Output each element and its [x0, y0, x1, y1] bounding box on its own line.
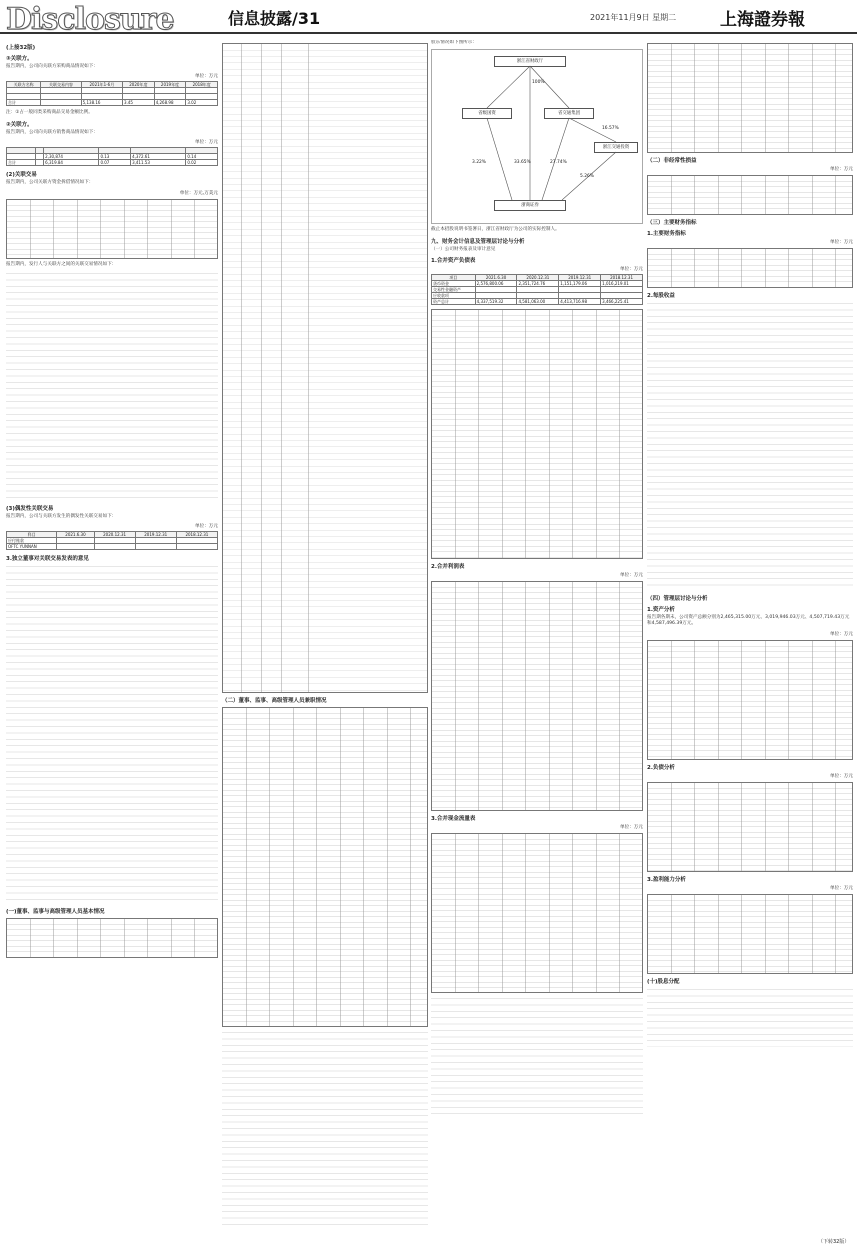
table-header: 2018年度: [186, 82, 218, 88]
paragraph: 报告期内，发行人与关联方之间的关联交易情况如下：: [6, 261, 117, 267]
table-header: 关联交易内容: [41, 82, 81, 88]
paragraph: 报告期内，公司向关联方销售商品情况如下：: [6, 129, 98, 135]
table-cell: 货币资金: [432, 281, 476, 287]
table-cell: 6,319.84: [44, 160, 99, 166]
cash-flow-continued-table: [647, 43, 853, 153]
units-label: 单位：万元: [620, 825, 643, 831]
table-header: 2021.6.30: [57, 532, 94, 538]
directors-bio-table: [222, 43, 428, 693]
org-node: 浙商证券: [494, 200, 566, 211]
column-1: [6, 40, 218, 1240]
note: 注：①占一般同类采购商品交易金额比例。: [6, 110, 93, 116]
ownership-lines: [432, 50, 642, 225]
table-row: [7, 544, 218, 550]
heading: (3)偶发性关联交易: [6, 506, 54, 513]
balance-table: [6, 531, 218, 550]
paragraph: 截止本招股说明书签署日，浙江省财政厅为公司的实际控制人。: [431, 227, 560, 233]
table-cell: 2,351,724.76: [517, 281, 559, 287]
units-label: 单位：万元: [620, 573, 643, 579]
table-header: 2020.12.31: [94, 532, 135, 538]
units-label: 单位：万元: [195, 524, 218, 530]
brand-logo: Disclosure: [6, 2, 174, 37]
pct-label: 33.65%: [514, 160, 531, 166]
table-cell: 应付账款: [7, 538, 57, 544]
profit-table: [647, 894, 853, 974]
table-cell: 3.45: [123, 100, 155, 106]
org-node: 省交通集团: [544, 108, 594, 119]
paragraph: 报告期各期末，公司资产总额分别为2,465,315.00万元、3,019,946.03万元、4,507,719.43万元和4,587,496.39万元。: [647, 615, 850, 627]
heading: (一)董事、监事与高级管理人员基本情况: [6, 909, 105, 916]
table-cell: 5,138.16: [81, 100, 122, 106]
table-cell: 应收款项: [432, 293, 476, 299]
table-header: 2021年1-6月: [81, 82, 122, 88]
units-label: 单位：万元: [195, 140, 218, 146]
section-title: 信息披露/31: [228, 9, 321, 28]
heading: ②关联方。: [6, 121, 33, 128]
table-cell: 3,411.53: [131, 160, 186, 166]
paragraph: （一）公司财务报表及审计意见: [431, 246, 496, 252]
table-cell: 1,016,219.01: [601, 281, 643, 287]
cash-flow-table: [431, 833, 643, 993]
heading: （二）董事、监事、高级管理人员兼职情况: [222, 698, 327, 704]
continued-on-label: （下转32版）: [818, 1239, 850, 1245]
table-cell: 交易性金融资产: [432, 287, 476, 293]
heading: 2.合并利润表: [431, 564, 465, 571]
balance-sheet-detail: [431, 309, 643, 559]
heading: （二）非经常性损益: [647, 158, 697, 164]
pct-label: 5.26%: [580, 174, 594, 180]
heading: 3.盈利能力分析: [647, 876, 686, 883]
org-node: 省级国资: [462, 108, 512, 119]
heading: (2)关联交易: [6, 172, 37, 179]
financial-indicators-table: [647, 248, 853, 288]
table-cell: 合计: [7, 100, 41, 106]
sales-table: [6, 147, 218, 166]
concurrent-posts-table: [222, 707, 428, 1027]
heading: （四）管理层讨论与分析: [647, 596, 708, 602]
units-label: 单位：万元: [620, 267, 643, 273]
table-header: 科目: [7, 532, 57, 538]
newspaper-name: 上海證券報: [720, 10, 805, 30]
table-cell: 2,30,874: [44, 154, 99, 160]
table-header: 2019.12.31: [559, 275, 601, 281]
table-header: 2020.12.31: [517, 275, 559, 281]
directors-table: [6, 918, 218, 958]
table-header: 项目: [432, 275, 476, 281]
units-label: 单位：万元,万美元: [179, 190, 218, 196]
paragraph: 报告期内，公司关联方资金拆借情况如下：: [6, 180, 94, 186]
ownership-diagram: [431, 49, 643, 224]
table-cell: 4,337,519.32: [475, 299, 517, 305]
table-header: 2020年度: [123, 82, 155, 88]
heading: 1.合并资产负债表: [431, 258, 476, 265]
pct-label: 27.74%: [550, 160, 567, 166]
table-cell: OFTC YUNNAN: [7, 544, 57, 550]
units-label: 单位：万元: [830, 885, 853, 891]
paragraph: 股东情况如下图所示：: [431, 40, 477, 45]
body-text-block: [647, 987, 853, 1047]
heading: 1.主要财务指标: [647, 231, 686, 237]
table-cell: 0.02: [186, 160, 218, 166]
issue-date: 2021年11月9日 星期二: [590, 13, 677, 22]
liability-table: [647, 782, 853, 872]
heading: 九、财务会计信息及管理层讨论与分析: [431, 238, 525, 245]
pct-label: 100%: [532, 80, 545, 86]
heading: 1.资产分析: [647, 607, 675, 613]
heading: (十)股息分配: [647, 978, 680, 985]
pct-label: 3.22%: [472, 160, 486, 166]
table-header: 2018.12.31: [601, 275, 643, 281]
table-cell: 4,581,063.00: [517, 299, 559, 305]
heading: 2.每股收益: [647, 293, 675, 299]
heading: 2.负债分析: [647, 764, 675, 771]
table-cell: 0.13: [99, 154, 131, 160]
table-cell: 资产总计: [432, 299, 476, 305]
column-2: [222, 40, 428, 1240]
body-text-block: [222, 1030, 428, 1230]
purchase-table: [6, 81, 218, 106]
pct-label: 16.57%: [602, 126, 619, 132]
continued-label: (上接32版): [6, 45, 36, 51]
table-cell: 3.02: [186, 100, 218, 106]
table-cell: 4,413,716.98: [559, 299, 601, 305]
org-node: 浙江省财政厅: [494, 56, 566, 67]
heading: 3.独立董事对关联交易发表的意见: [6, 556, 89, 563]
table-header: 2018.12.31: [176, 532, 217, 538]
paragraph: 报告期内，公司向关联方采购商品情况如下：: [6, 64, 98, 69]
units-label: 单位：万元: [830, 240, 853, 245]
body-text-block: [6, 564, 218, 904]
body-text-block: [6, 271, 218, 501]
heading: 3.合并现金流量表: [431, 816, 476, 823]
table-row: [7, 100, 218, 106]
table-cell: 0.14: [186, 154, 218, 160]
table-row: [7, 160, 218, 166]
table-cell: 3,466,225.41: [601, 299, 643, 305]
table-cell: 4,268.98: [154, 100, 186, 106]
body-text-block: [647, 301, 853, 591]
table-header: 2021.6.30: [475, 275, 517, 281]
balance-sheet-table: [431, 274, 643, 305]
table-header: 2019.12.31: [135, 532, 176, 538]
paragraph: 报告期内，公司与关联方发生的偶发性关联交易如下：: [6, 514, 117, 520]
column-3: [431, 40, 643, 1240]
body-text-block: [431, 996, 643, 1116]
heading: （三）主要财务指标: [647, 220, 697, 226]
table-row: [432, 299, 643, 305]
table-cell: 1,151,179.06: [559, 281, 601, 287]
table-cell: 4,372.61: [131, 154, 186, 160]
loan-table: [6, 199, 218, 259]
table-cell: 2,576,800.06: [475, 281, 517, 287]
org-node: 浙江交通投资: [594, 142, 638, 153]
units-label: 单位：万元: [195, 74, 218, 80]
table-cell: 合计: [7, 160, 36, 166]
table-header: 关联方名称: [7, 82, 41, 88]
asset-table: [647, 640, 853, 760]
heading: ③关联方。: [6, 56, 33, 62]
income-statement-table: [431, 581, 643, 811]
table-header: 2019年度: [154, 82, 186, 88]
column-4: [647, 40, 853, 1240]
table-cell: 0.07: [99, 160, 131, 166]
masthead: [0, 0, 857, 37]
units-label: 单位：万元: [830, 167, 853, 172]
non-recurring-table: [647, 175, 853, 215]
units-label: 单位：万元: [830, 773, 853, 779]
units-label: 单位：万元: [830, 631, 853, 637]
